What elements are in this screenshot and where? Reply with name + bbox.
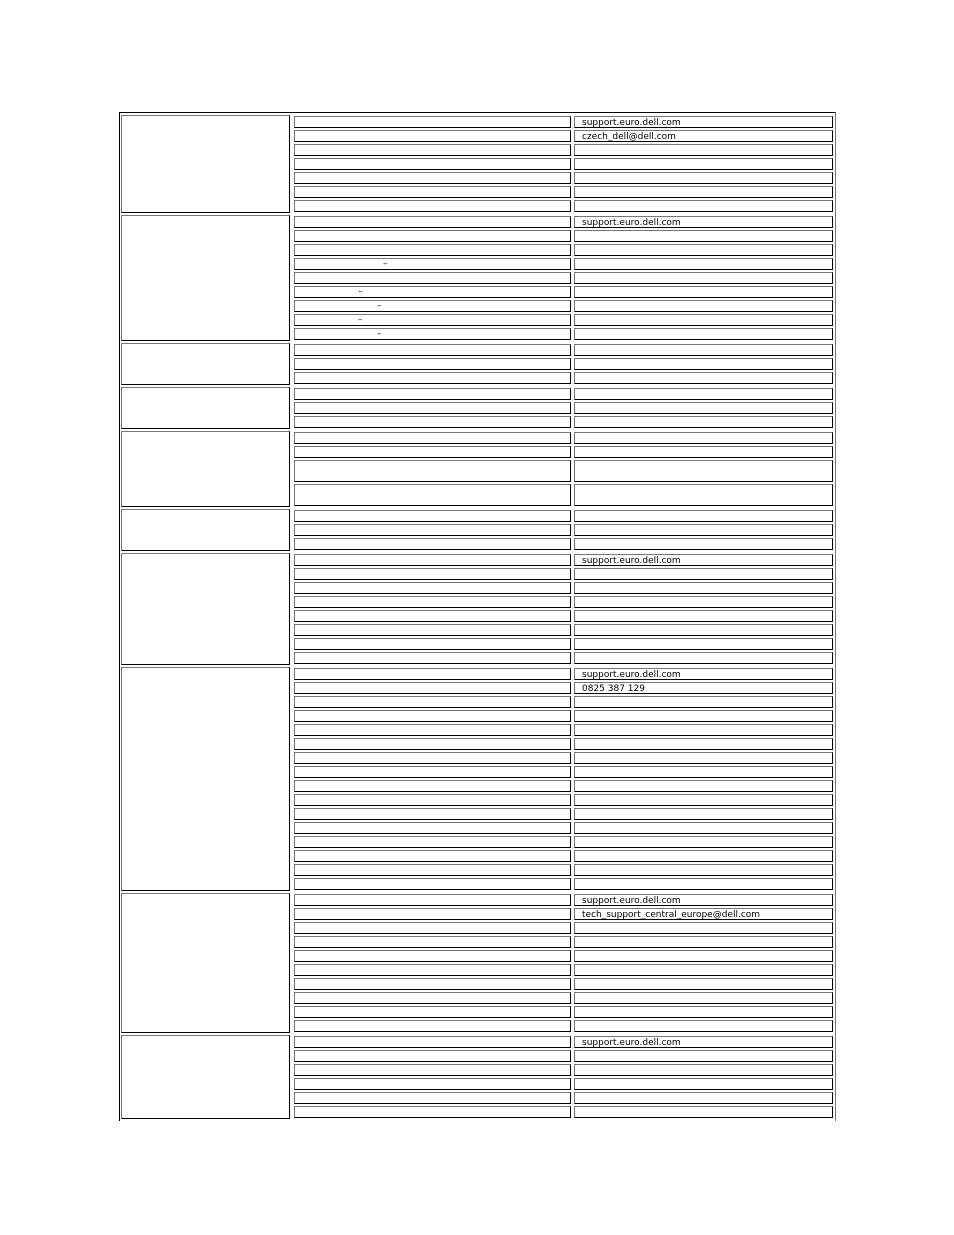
contact-value-cell — [574, 286, 833, 298]
contact-value-cell — [574, 624, 833, 636]
contact-value-cell — [574, 538, 833, 550]
description-cell — [294, 116, 571, 128]
description-cell — [294, 752, 571, 764]
contact-value-cell — [574, 416, 833, 428]
contact-group — [120, 1034, 835, 1120]
contact-value-cell — [574, 402, 833, 414]
dash-mark: – — [377, 301, 382, 311]
description-cell — [294, 922, 571, 934]
dash-mark: – — [358, 315, 363, 325]
dash-mark: – — [377, 329, 382, 339]
contact-value-cell — [574, 936, 833, 948]
contact-group — [120, 214, 835, 342]
contact-value-cell — [574, 144, 833, 156]
contact-value-cell — [574, 258, 833, 270]
contact-value-cell — [574, 724, 833, 736]
contact-value-cell — [574, 524, 833, 536]
contact-group — [120, 386, 835, 430]
contact-value-cell — [574, 484, 833, 506]
description-cell — [294, 864, 571, 876]
contact-value-cell — [574, 1036, 833, 1048]
description-cell — [294, 130, 571, 142]
contact-value-cell — [574, 992, 833, 1004]
dash-mark: – — [358, 287, 363, 297]
contact-value: 0825 387 129 — [582, 684, 645, 694]
contact-value-cell — [574, 460, 833, 482]
contact-value-cell — [574, 1078, 833, 1090]
contact-value-cell — [574, 216, 833, 228]
contact-value-cell — [574, 964, 833, 976]
group-label-cell — [121, 431, 290, 507]
contact-group — [120, 342, 835, 386]
group-label-cell — [121, 215, 290, 341]
contact-value-cell — [574, 978, 833, 990]
group-label-cell — [121, 343, 290, 385]
contact-value-cell — [574, 158, 833, 170]
description-cell — [294, 230, 571, 242]
description-cell — [294, 1064, 571, 1076]
group-label-cell — [121, 509, 290, 551]
contact-group — [120, 666, 835, 892]
description-cell — [294, 388, 571, 400]
description-cell — [294, 1036, 571, 1048]
description-cell — [294, 978, 571, 990]
description-cell — [294, 554, 571, 566]
description-cell — [294, 1006, 571, 1018]
description-cell — [294, 460, 571, 482]
contact-value-cell — [574, 446, 833, 458]
contact-value-cell — [574, 836, 833, 848]
contact-value-cell — [574, 116, 833, 128]
contact-value-cell — [574, 922, 833, 934]
contact-value-cell — [574, 568, 833, 580]
contact-group — [120, 508, 835, 552]
description-cell — [294, 1092, 571, 1104]
contact-value-cell — [574, 864, 833, 876]
description-cell — [294, 794, 571, 806]
description-cell — [294, 484, 571, 506]
description-cell — [294, 568, 571, 580]
contact-group — [120, 892, 835, 1034]
contact-value-cell — [574, 388, 833, 400]
description-cell — [294, 836, 571, 848]
description-cell — [294, 538, 571, 550]
description-cell — [294, 186, 571, 198]
description-cell — [294, 446, 571, 458]
description-cell — [294, 1106, 571, 1118]
description-cell — [294, 668, 571, 680]
contact-value-cell — [574, 596, 833, 608]
contact-value-cell — [574, 752, 833, 764]
contact-value-cell — [574, 710, 833, 722]
description-cell — [294, 510, 571, 522]
contact-group — [120, 114, 835, 214]
contact-value-cell — [574, 1020, 833, 1032]
contact-value-cell — [574, 314, 833, 326]
group-label-cell — [121, 893, 290, 1033]
group-label-cell — [121, 667, 290, 891]
contact-value[interactable]: support.euro.dell.com — [582, 556, 681, 566]
description-cell — [294, 964, 571, 976]
contact-value[interactable]: support.euro.dell.com — [582, 896, 681, 906]
group-label-cell — [121, 553, 290, 665]
description-cell — [294, 286, 571, 298]
description-cell — [294, 738, 571, 750]
description-cell — [294, 314, 571, 326]
contact-value-cell — [574, 554, 833, 566]
contact-value-cell — [574, 652, 833, 664]
contact-value[interactable]: support.euro.dell.com — [582, 218, 681, 228]
description-cell — [294, 878, 571, 890]
description-cell — [294, 524, 571, 536]
contact-value-cell — [574, 244, 833, 256]
contact-value[interactable]: support.euro.dell.com — [582, 670, 681, 680]
description-cell — [294, 432, 571, 444]
description-cell — [294, 328, 571, 340]
description-cell — [294, 158, 571, 170]
description-cell — [294, 936, 571, 948]
description-cell — [294, 724, 571, 736]
contact-value-cell — [574, 808, 833, 820]
description-cell — [294, 894, 571, 906]
contact-value-cell — [574, 878, 833, 890]
description-cell — [294, 358, 571, 370]
description-cell — [294, 850, 571, 862]
contact-value-cell — [574, 344, 833, 356]
description-cell — [294, 780, 571, 792]
description-cell — [294, 372, 571, 384]
description-cell — [294, 216, 571, 228]
contact-value-cell — [574, 850, 833, 862]
description-cell — [294, 1078, 571, 1090]
contact-value-cell — [574, 172, 833, 184]
description-cell — [294, 696, 571, 708]
contact-value-cell — [574, 1006, 833, 1018]
description-cell — [294, 624, 571, 636]
description-cell — [294, 272, 571, 284]
contact-value-cell — [574, 638, 833, 650]
contact-value-cell — [574, 1050, 833, 1062]
description-cell — [294, 710, 571, 722]
description-cell — [294, 610, 571, 622]
description-cell — [294, 416, 571, 428]
contact-value-cell — [574, 582, 833, 594]
contact-value-cell — [574, 186, 833, 198]
contact-value-cell — [574, 200, 833, 212]
description-cell — [294, 144, 571, 156]
contact-value[interactable]: support.euro.dell.com — [582, 1038, 681, 1048]
contact-value-cell — [574, 668, 833, 680]
description-cell — [294, 950, 571, 962]
description-cell — [294, 582, 571, 594]
contact-value-cell — [574, 738, 833, 750]
contact-value-cell — [574, 372, 833, 384]
contact-group — [120, 552, 835, 666]
description-cell — [294, 1020, 571, 1032]
contact-value-cell — [574, 682, 833, 694]
contact-value-cell — [574, 1106, 833, 1118]
group-label-cell — [121, 1035, 290, 1119]
contact-value-cell — [574, 358, 833, 370]
contact-value[interactable]: support.euro.dell.com — [582, 118, 681, 128]
contact-value-cell — [574, 432, 833, 444]
description-cell — [294, 652, 571, 664]
description-cell — [294, 808, 571, 820]
description-cell — [294, 822, 571, 834]
description-cell — [294, 300, 571, 312]
contact-value-cell — [574, 230, 833, 242]
contact-value[interactable]: tech_support_central_europe@dell.com — [582, 910, 761, 920]
contact-value-cell — [574, 1092, 833, 1104]
description-cell — [294, 682, 571, 694]
contact-value-cell — [574, 908, 833, 920]
contact-value-cell — [574, 328, 833, 340]
contact-value-cell — [574, 766, 833, 778]
contact-value-cell — [574, 696, 833, 708]
contact-value-cell — [574, 610, 833, 622]
description-cell — [294, 1050, 571, 1062]
description-cell — [294, 172, 571, 184]
contact-group — [120, 430, 835, 508]
contact-value-cell — [574, 1064, 833, 1076]
dash-mark: – — [383, 259, 388, 269]
contact-value-cell — [574, 300, 833, 312]
description-cell — [294, 344, 571, 356]
contact-value-cell — [574, 130, 833, 142]
contact-value-cell — [574, 272, 833, 284]
description-cell — [294, 766, 571, 778]
description-cell — [294, 992, 571, 1004]
description-cell — [294, 200, 571, 212]
contact-value-cell — [574, 950, 833, 962]
group-label-cell — [121, 115, 290, 213]
contact-value-cell — [574, 510, 833, 522]
description-cell — [294, 258, 571, 270]
description-cell — [294, 596, 571, 608]
description-cell — [294, 402, 571, 414]
contact-value[interactable]: czech_dell@dell.com — [582, 132, 676, 142]
description-cell — [294, 638, 571, 650]
contact-value-cell — [574, 894, 833, 906]
support-contact-table — [119, 112, 836, 1121]
contact-value-cell — [574, 794, 833, 806]
description-cell — [294, 908, 571, 920]
description-cell — [294, 244, 571, 256]
group-label-cell — [121, 387, 290, 429]
contact-value-cell — [574, 780, 833, 792]
contact-value-cell — [574, 822, 833, 834]
